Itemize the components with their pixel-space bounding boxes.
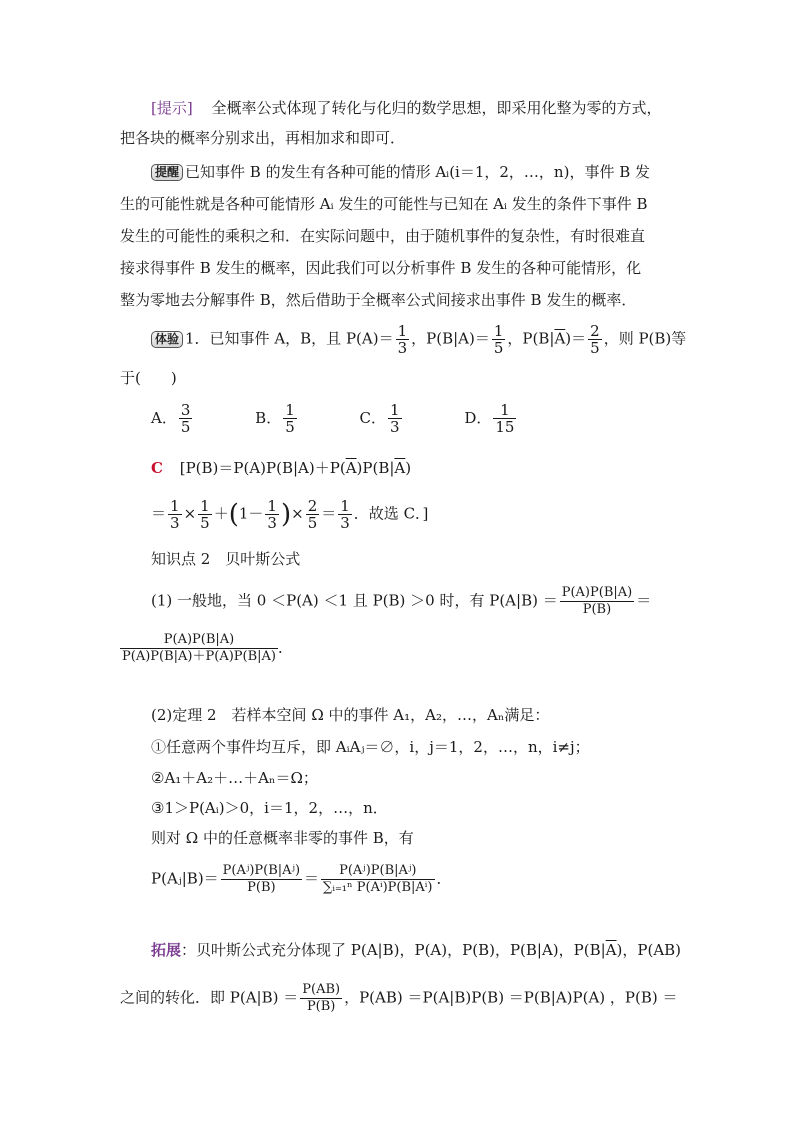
reminder-line-5: 整为零地去分解事件 B，然后借助于全概率公式间接求出事件 B 发生的概率． — [120, 291, 637, 309]
question-text-end: ，则 P(B)等 — [603, 329, 687, 348]
question-text-mid2: ，P(B| — [507, 329, 555, 348]
tip-paragraph — [151, 98, 662, 118]
exercise-tag: 体验 — [151, 331, 183, 348]
extension-line-2: 之间的转化．即 P(A|B) ＝ $\frac{P(AB)}{P(B)}$ ，P(AB) ＝P(A|B)P(B) ＝P(B|A)P(A) ，P(B) ＝ — [120, 982, 678, 1014]
reminder-line-3: 发生的可能性的乘积之和．在实际问题中，由于随机事件的复杂性，有时很难直 — [120, 227, 646, 245]
fraction-pbna: $\frac{2}{5}$ — [590, 322, 600, 357]
section-title: 知识点 2 贝叶斯公式 — [151, 550, 301, 568]
question-text-start: 1．已知事件 A，B，且 P(A)＝ — [185, 329, 394, 348]
extension-line-1: 拓展：贝叶斯公式充分体现了 P(A|B)，P(A)，P(B)，P(B|A)，$P(B|\overline{A})$，P(AB) — [151, 941, 682, 959]
reminder-line-4: 接求得事件 B 发生的概率，因此我们可以分析事件 B 发生的各种可能情形，化 — [120, 259, 642, 277]
answer-options — [151, 402, 518, 435]
option-b: B． $\frac{1}{5}$ — [255, 401, 295, 436]
condition-1: ①任意两个事件均互斥，即 AᵢAⱼ＝∅，i，j＝1，2，…，n，i≠j； — [151, 738, 590, 756]
condition-2: ②A₁＋A₂＋…＋Aₙ＝Ω； — [151, 769, 318, 787]
theorem-2: (2)定理 2 若样本空间 Ω 中的事件 A₁，A₂，…，Aₙ满足： — [151, 706, 550, 724]
extension-label: 拓展 — [151, 941, 182, 959]
fraction-pa: $\frac{1}{3}$ — [397, 322, 408, 357]
question-continuation: 于( ) — [120, 369, 177, 387]
solution-line-2: ＝ $\frac{1}{3}$ × $\frac{1}{5}$ ＋(1－ $\frac{1}{3}$ )× $\frac{2}{5}$ ＝ $\frac{1}{3}$ ．故选 C．] — [151, 497, 429, 532]
condition-3: ③1＞P(Aᵢ)＞0，i＝1，2，…，n． — [151, 799, 388, 817]
option-a: A． $\frac{3}{5}$ — [151, 401, 191, 436]
fraction-pba: $\frac{1}{5}$ — [493, 322, 504, 357]
reminder-line-1 — [151, 162, 650, 182]
bayes-p1: (1) 一般地，当 0 ＜P(A) ＜1 且 P(B) ＞0 时，有 P(A|B) ＝ $\frac{P(A)P(B|A)}{P(B)}$ ＝ — [151, 585, 652, 617]
complement-a: $\overline{A}$ — [554, 329, 566, 348]
option-c: C． $\frac{1}{3}$ — [359, 401, 400, 436]
solution-line-1: C [$P(B)=P(A)P(B|A)+P(\overline{A})P(B|\overline{A})$ — [151, 459, 412, 477]
reminder-text-1: 已知事件 B 的发生有各种可能的情形 Aᵢ(i＝1，2，…，n)，事件 B 发 — [185, 163, 651, 181]
tip-text-1: 全概率公式体现了转化与化归的数学思想，即采用化整为零的方式， — [211, 99, 662, 117]
theorem-then: 则对 Ω 中的任意概率非零的事件 B，有 — [151, 829, 414, 847]
answer-letter: C — [151, 459, 163, 477]
tip-label: [提示] — [151, 99, 193, 117]
question-text-mid1: ，P(B|A)＝ — [411, 329, 490, 348]
bayes-formula-fraction: $\frac{P(A)P(B|A)}{P(A)P(B|A)+P(\overline{A})P(B|\overline{A})}$ ． — [122, 632, 294, 664]
reminder-line-2: 生的可能性就是各种可能情形 Aᵢ 发生的可能性与已知在 Aᵢ 发生的条件下事件 B — [120, 195, 648, 213]
option-d: D． $\frac{1}{15}$ — [464, 401, 515, 436]
bayes-theorem-formula: P(Aⱼ|B)＝ $\frac{\text{P(Aʲ)P(B|Aʲ)}}{P(B)}$ ＝ $\frac{\text{P(Aʲ)P(B|Aʲ)}}{\text{∑ᵢ₌₁ⁿ P(Aⁱ)P(B|Aⁱ)}}$ ． — [151, 863, 452, 895]
question-text-mid3: )＝ — [565, 329, 587, 348]
exercise-question — [151, 323, 686, 356]
tip-text-2: 把各块的概率分别求出，再相加求和即可． — [120, 129, 406, 147]
reminder-tag: 提醒 — [151, 164, 183, 181]
